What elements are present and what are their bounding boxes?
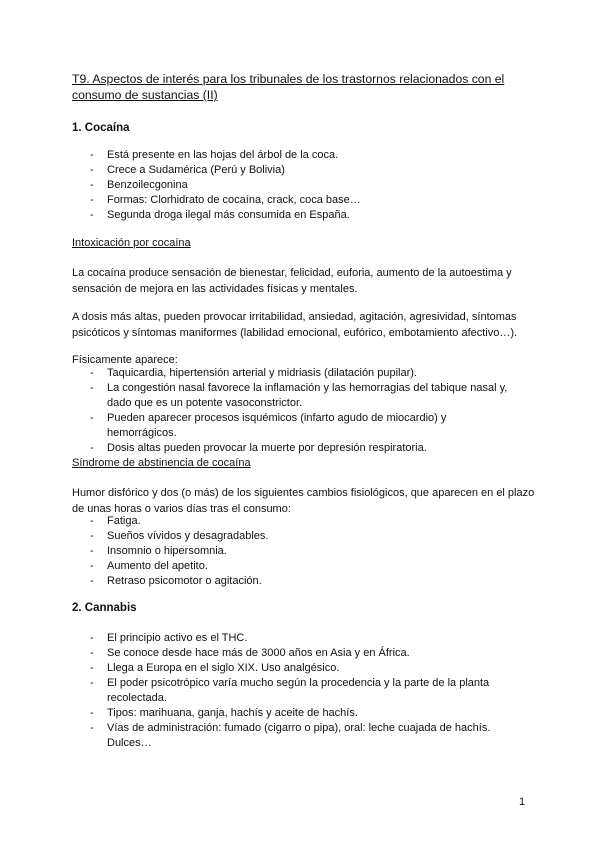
paragraph: Físicamente aparece: xyxy=(72,354,178,366)
list-item: - Vías de administración: fumado (cigarro o pipa), oral: leche cuajada de hachís. Dulces… xyxy=(0,721,517,751)
section-heading-cannabis: 2. Cannabis xyxy=(72,602,137,614)
page-title: T9. Aspectos de interés para los tribunales de los trastornos relacionados con el consumo de sustancias (II) xyxy=(72,72,505,102)
abstinencia-bullet-list xyxy=(0,514,600,589)
paragraph: A dosis más altas, pueden provocar irritabilidad, ansiedad, agitación, agresividad, síntomas psicóticos y síntomas maniformes (labilidad emocional, eufórico, embotamiento afectivo…). xyxy=(72,311,518,339)
subheading-abstinencia: Síndrome de abstinencia de cocaína xyxy=(72,457,251,469)
list-item: - Tipos: marihuana, ganja, hachís y aceite de hachís. xyxy=(0,706,517,721)
list-item: - Insomnio o hipersomnia. xyxy=(0,544,517,559)
list-item: - Dosis altas pueden provocar la muerte por depresión respiratoria. xyxy=(0,441,517,456)
paragraph: La cocaína produce sensación de bienestar, felicidad, euforia, aumento de la autoestima y sensación de mejora en las actividades físicas y mentales. xyxy=(72,267,512,295)
list-item: - Fatiga. xyxy=(0,514,517,529)
list-item: - Formas: Clorhidrato de cocaína, crack, coca base… xyxy=(0,193,517,208)
list-item: - Aumento del apetito. xyxy=(0,559,517,574)
list-item: - La congestión nasal favorece la inflamación y las hemorragias del tabique nasal y, dado que es un potente vasoconstrictor. xyxy=(0,381,517,411)
cocaina-bullet-list xyxy=(0,148,600,223)
list-item: - Pueden aparecer procesos isquémicos (infarto agudo de miocardio) y hemorrágicos. xyxy=(0,411,517,441)
list-item: - El principio activo es el THC. xyxy=(0,631,517,646)
paragraph: Humor disfórico y dos (o más) de los siguientes cambios fisiológicos, que aparecen en el plazo de unas horas o varios días tras el consumo: xyxy=(72,487,535,515)
list-item: - El poder psicotrópico varía mucho según la procedencia y la parte de la planta recolectada. xyxy=(0,676,517,706)
list-item: - Segunda droga ilegal más consumida en España. xyxy=(0,208,517,223)
page-number: 1 xyxy=(519,796,526,808)
list-item: - Sueños vívidos y desagradables. xyxy=(0,529,517,544)
list-item: - Está presente en las hojas del árbol de la coca. xyxy=(0,148,517,163)
list-item: - Llega a Europa en el siglo XIX. Uso analgésico. xyxy=(0,661,517,676)
section-heading-cocaina: 1. Cocaína xyxy=(72,122,130,134)
list-item: - Retraso psicomotor o agitación. xyxy=(0,574,517,589)
list-item: - Benzoilecgonina xyxy=(0,178,517,193)
subheading-intoxicacion: Intoxicación por cocaína xyxy=(72,237,191,249)
intoxicacion-bullet-list xyxy=(0,366,600,456)
list-item: - Se conoce desde hace más de 3000 años en Asia y en África. xyxy=(0,646,517,661)
cannabis-bullet-list xyxy=(0,631,600,751)
list-item: - Taquicardia, hipertensión arterial y midriasis (dilatación pupilar). xyxy=(0,366,517,381)
list-item: - Crece a Sudamérica (Perú y Bolivia) xyxy=(0,163,517,178)
